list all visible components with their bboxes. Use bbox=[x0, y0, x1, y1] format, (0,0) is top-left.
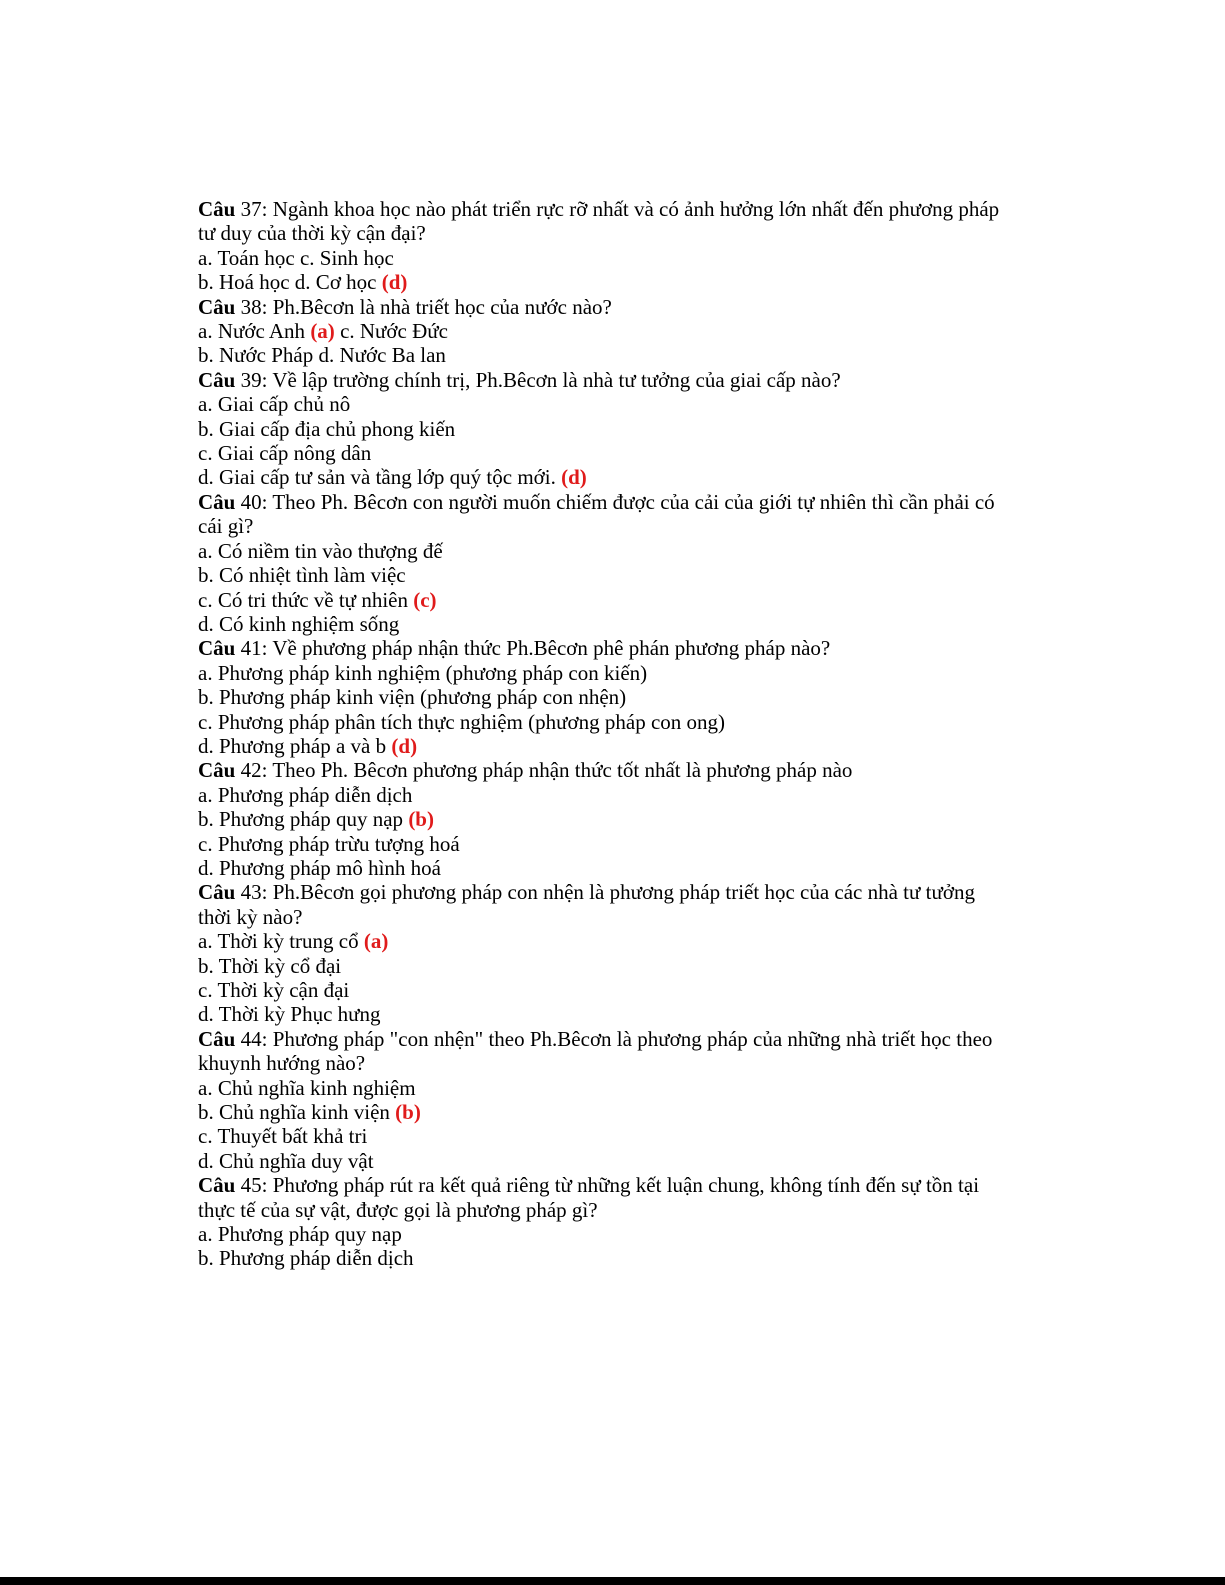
answer-mark: (a) bbox=[363, 929, 389, 954]
question-block bbox=[198, 368, 1018, 490]
question-text: 37: Ngành khoa học nào phát triển rực rỡ nhất và có ảnh hưởng lớn nhất đến phương pháp bbox=[235, 197, 1000, 221]
option-text: d. Thời kỳ Phục hưng bbox=[198, 1002, 381, 1027]
option-line bbox=[198, 539, 1018, 563]
option-text: a. Phương pháp quy nạp bbox=[198, 1222, 402, 1247]
option-line bbox=[198, 588, 1018, 612]
question-label: Câu bbox=[198, 367, 236, 392]
question-text: 42: Theo Ph. Bêcơn phương pháp nhận thức tốt nhất là phương pháp nào bbox=[235, 758, 853, 783]
option-line bbox=[198, 612, 1018, 636]
question-text-continued: tư duy của thời kỳ cận đại? bbox=[198, 221, 426, 246]
question-line bbox=[198, 636, 1018, 660]
question-label: Câu bbox=[198, 197, 236, 221]
question-label: Câu bbox=[198, 758, 236, 783]
option-text: d. Có kinh nghiệm sống bbox=[198, 611, 400, 636]
option-text: a. Toán học c. Sinh học bbox=[198, 245, 394, 270]
option-line bbox=[198, 1222, 1018, 1246]
option-line bbox=[198, 734, 1018, 758]
option-text-after: c. Nước Đức bbox=[334, 319, 448, 344]
option-line bbox=[198, 856, 1018, 880]
option-line bbox=[198, 343, 1018, 367]
option-text: d. Chủ nghĩa duy vật bbox=[198, 1148, 374, 1173]
option-line bbox=[198, 978, 1018, 1002]
option-text: d. Giai cấp tư sản và tầng lớp quý tộc mới. bbox=[198, 465, 562, 490]
question-block bbox=[198, 758, 1018, 880]
question-line bbox=[198, 368, 1018, 392]
question-label: Câu bbox=[198, 489, 236, 514]
option-text: d. Phương pháp a và b bbox=[198, 733, 392, 758]
option-text: a. Phương pháp diễn dịch bbox=[198, 782, 413, 807]
question-label: Câu bbox=[198, 1026, 236, 1051]
question-text: 45: Phương pháp rút ra kết quả riêng từ những kết luận chung, không tính đến sự tồn tại bbox=[235, 1173, 980, 1198]
question-block bbox=[198, 197, 1018, 295]
question-line bbox=[198, 1173, 1018, 1197]
option-line bbox=[198, 1100, 1018, 1124]
question-list bbox=[198, 197, 1018, 1271]
question-label: Câu bbox=[198, 636, 236, 661]
option-line bbox=[198, 954, 1018, 978]
option-line bbox=[198, 563, 1018, 587]
option-text: c. Phương pháp phân tích thực nghiệm (phương pháp con ong) bbox=[198, 709, 726, 734]
option-text: c. Có tri thức về tự nhiên bbox=[198, 587, 414, 612]
option-line bbox=[198, 832, 1018, 856]
option-line bbox=[198, 1002, 1018, 1026]
question-block bbox=[198, 490, 1018, 636]
option-text: b. Có nhiệt tình làm việc bbox=[198, 563, 406, 588]
option-text: b. Thời kỳ cổ đại bbox=[198, 953, 342, 978]
question-line bbox=[198, 758, 1018, 782]
option-line bbox=[198, 270, 1018, 294]
question-text-continued: thời kỳ nào? bbox=[198, 904, 303, 929]
option-text: c. Phương pháp trừu tượng hoá bbox=[198, 831, 460, 856]
option-text: c. Thời kỳ cận đại bbox=[198, 978, 350, 1002]
question-text-continued: cái gì? bbox=[198, 514, 254, 539]
answer-mark: (c) bbox=[413, 587, 437, 612]
question-text: 39: Về lập trường chính trị, Ph.Bêcơn là nhà tư tưởng của giai cấp nào? bbox=[235, 367, 841, 392]
question-line bbox=[198, 295, 1018, 319]
question-label: Câu bbox=[198, 880, 236, 905]
option-text: c. Thuyết bất khả tri bbox=[198, 1124, 368, 1149]
answer-mark: (a) bbox=[310, 319, 335, 344]
question-line bbox=[198, 880, 1018, 904]
question-text: 41: Về phương pháp nhận thức Ph.Bêcơn phê phán phương pháp nào? bbox=[235, 636, 831, 661]
option-line bbox=[198, 929, 1018, 953]
question-text: 38: Ph.Bêcơn là nhà triết học của nước nào? bbox=[235, 294, 612, 319]
question-label: Câu bbox=[198, 1173, 236, 1198]
question-text: 43: Ph.Bêcơn gọi phương pháp con nhện là phương pháp triết học của các nhà tư tưởng bbox=[235, 880, 975, 905]
option-text: b. Phương pháp quy nạp bbox=[198, 807, 409, 832]
answer-mark: (d) bbox=[391, 733, 418, 758]
answer-mark: (b) bbox=[408, 807, 434, 832]
question-line bbox=[198, 490, 1018, 514]
question-text: 40: Theo Ph. Bêcơn con người muốn chiếm được của cải của giới tự nhiên thì cần phải có bbox=[235, 489, 995, 514]
question-block bbox=[198, 636, 1018, 758]
bottom-border bbox=[0, 1577, 1225, 1585]
option-line bbox=[198, 465, 1018, 489]
option-text: a. Có niềm tin vào thượng đế bbox=[198, 538, 443, 563]
option-text: a. Phương pháp kinh nghiệm (phương pháp con kiến) bbox=[198, 660, 648, 685]
option-line bbox=[198, 661, 1018, 685]
option-line bbox=[198, 1124, 1018, 1148]
question-block bbox=[198, 1027, 1018, 1173]
option-line bbox=[198, 685, 1018, 709]
option-line bbox=[198, 441, 1018, 465]
question-line bbox=[198, 197, 1018, 221]
option-line bbox=[198, 1149, 1018, 1173]
option-text: d. Phương pháp mô hình hoá bbox=[198, 855, 441, 880]
option-line bbox=[198, 710, 1018, 734]
answer-mark: (b) bbox=[395, 1100, 421, 1125]
question-block bbox=[198, 295, 1018, 368]
option-line bbox=[198, 417, 1018, 441]
option-text: b. Chủ nghĩa kinh viện bbox=[198, 1100, 396, 1125]
option-text: a. Giai cấp chủ nô bbox=[198, 392, 351, 417]
question-block bbox=[198, 1173, 1018, 1271]
option-text: b. Nước Pháp d. Nước Ba lan bbox=[198, 343, 446, 368]
option-line bbox=[198, 783, 1018, 807]
option-line bbox=[198, 246, 1018, 270]
question-block bbox=[198, 880, 1018, 1026]
option-text: a. Nước Anh bbox=[198, 319, 311, 344]
option-line bbox=[198, 1246, 1018, 1270]
option-text: b. Phương pháp kinh viện (phương pháp con nhện) bbox=[198, 685, 627, 710]
option-text: b. Hoá học d. Cơ học bbox=[198, 270, 382, 295]
option-text: a. Chủ nghĩa kinh nghiệm bbox=[198, 1075, 416, 1100]
question-text: 44: Phương pháp "con nhện" theo Ph.Bêcơn là phương pháp của những nhà triết học theo bbox=[235, 1026, 993, 1051]
option-text: b. Phương pháp diễn dịch bbox=[198, 1246, 414, 1271]
question-label: Câu bbox=[198, 294, 236, 319]
question-text-continued: thực tế của sự vật, được gọi là phương pháp gì? bbox=[198, 1197, 598, 1222]
question-text-continued: khuynh hướng nào? bbox=[198, 1051, 366, 1076]
option-line bbox=[198, 319, 1018, 343]
option-line bbox=[198, 1076, 1018, 1100]
option-line bbox=[198, 807, 1018, 831]
option-text: c. Giai cấp nông dân bbox=[198, 441, 372, 466]
answer-mark: (d) bbox=[561, 465, 587, 490]
option-line bbox=[198, 392, 1018, 416]
question-line bbox=[198, 1027, 1018, 1051]
option-text: b. Giai cấp địa chủ phong kiến bbox=[198, 416, 456, 441]
answer-mark: (d) bbox=[381, 270, 408, 295]
option-text: a. Thời kỳ trung cổ bbox=[198, 929, 364, 954]
